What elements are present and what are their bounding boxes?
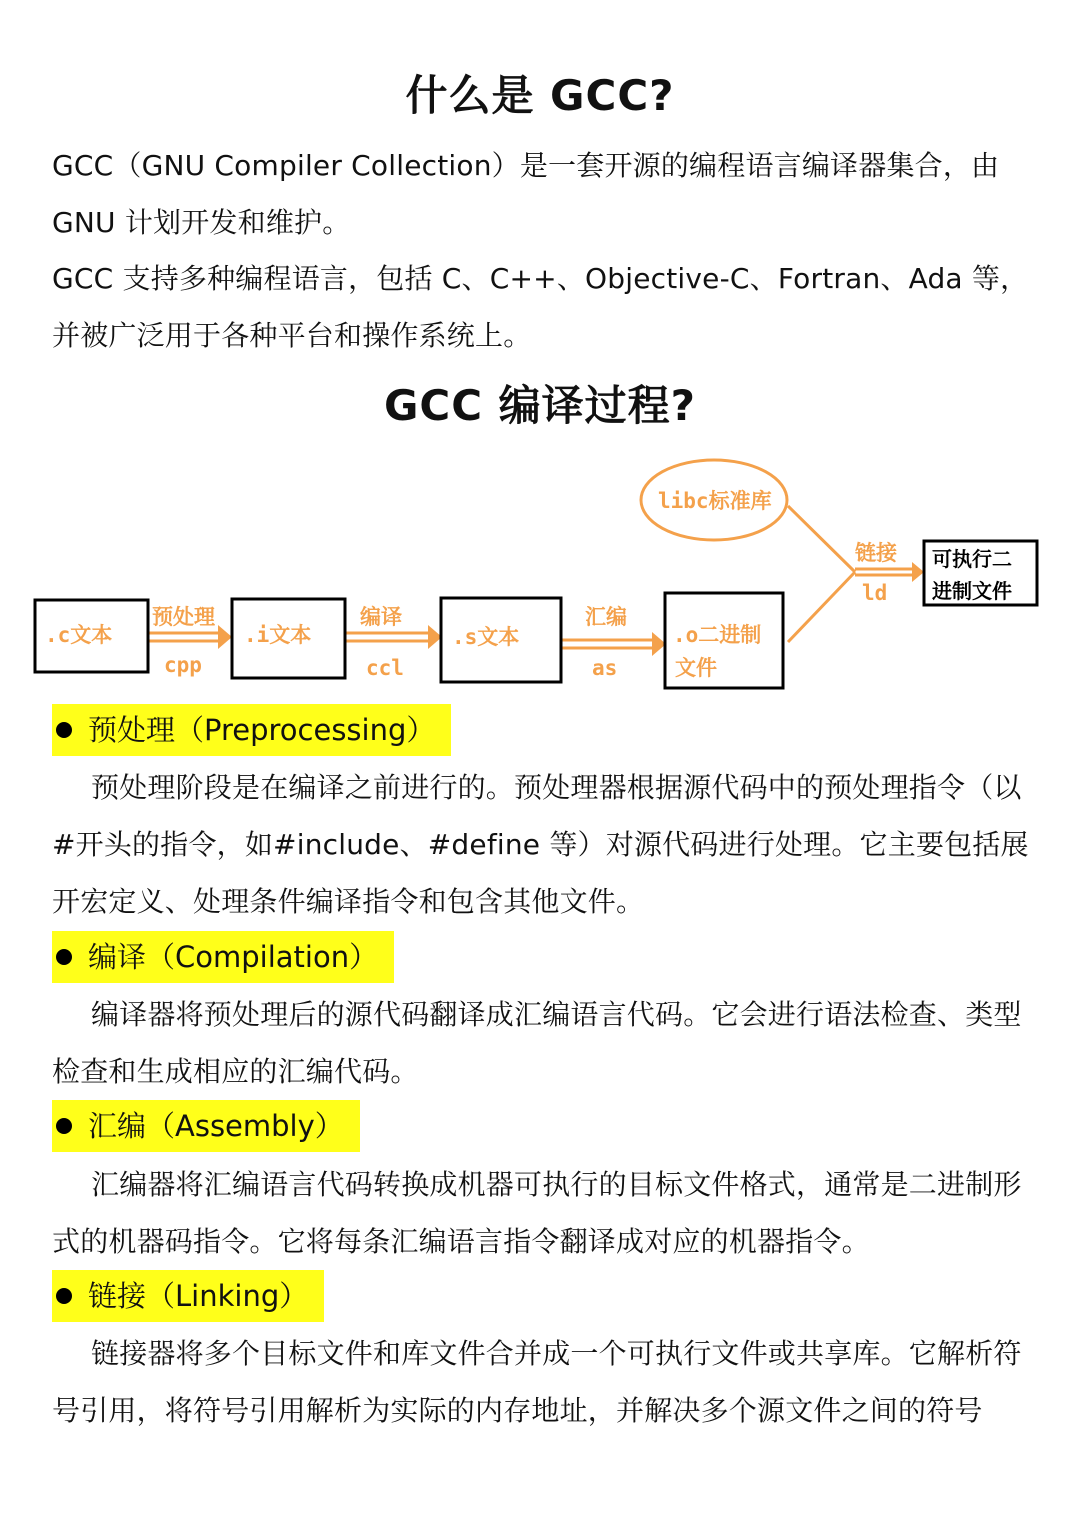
box-c-label: .c文本 [45,623,113,647]
intro-paragraph-2: GCC 支持多种编程语言，包括 C、C++、Objective-C、Fortran、Ada 等，并被广泛用于各种平台和操作系统上。 [52,262,1029,352]
bullet-icon [56,722,72,738]
assemble-label: 汇编 [585,605,627,629]
body-compilation: 编译器将预处理后的源代码翻译成汇编语言代码。它会进行语法检查、类型检查和生成相应的汇编代码。 [52,998,1022,1088]
link-tool: ld [862,581,888,605]
heading-compilation-text: 编译（Compilation） [88,940,379,974]
box-i-label: .i文本 [244,623,312,647]
title-compile-process: GCC 编译过程? [383,381,697,430]
bullet-icon [56,949,72,965]
arrow-preprocess [218,625,232,649]
heading-linking-text: 链接（Linking） [88,1279,309,1313]
heading-linking [52,1270,324,1322]
intro-paragraph-1: GCC（GNU Compiler Collection）是一套开源的编程语言编译器集合，由 GNU 计划开发和维护。 [52,149,1000,239]
compile-tool: ccl [366,656,404,680]
heading-compilation [52,931,394,983]
bullet-icon [56,1288,72,1304]
arrow-link [912,562,924,582]
box-s-label: .s文本 [452,625,520,649]
exe-label-1: 可执行二 [932,547,1012,571]
heading-assembly-text: 汇编（Assembly） [88,1109,344,1143]
heading-preprocessing [52,704,451,756]
preprocess-tool: cpp [164,653,202,677]
bullet-icon [56,1118,72,1134]
title-what-is-gcc: 什么是 GCC? [405,71,675,120]
heading-assembly [52,1100,360,1152]
box-o-label-2: 文件 [675,656,717,680]
compile-label: 编译 [360,605,402,629]
assemble-tool: as [592,656,618,680]
gcc-process-diagram [0,450,1080,700]
heading-preprocessing-text: 预处理（Preprocessing） [88,713,436,747]
libc-label: libc标准库 [658,489,772,513]
body-preprocessing: 预处理阶段是在编译之前进行的。预处理器根据源代码中的预处理指令（以#开头的指令，如#include、#define 等）对源代码进行处理。它主要包括展开宏定义、处理条件编译指令和包含其他文件。 [52,771,1029,918]
exe-label-2: 进制文件 [932,579,1012,603]
body-assembly: 汇编器将汇编语言代码转换成机器可执行的目标文件格式，通常是二进制形式的机器码指令。它将每条汇编语言指令翻译成对应的机器指令。 [52,1168,1022,1258]
box-o-label-1: .o二进制 [673,623,762,647]
body-linking: 链接器将多个目标文件和库文件合并成一个可执行文件或共享库。它解析符号引用，将符号引用解析为实际的内存地址，并解决多个源文件之间的符号 [52,1337,1022,1427]
link-label: 链接 [855,541,897,565]
preprocess-label: 预处理 [152,605,215,629]
